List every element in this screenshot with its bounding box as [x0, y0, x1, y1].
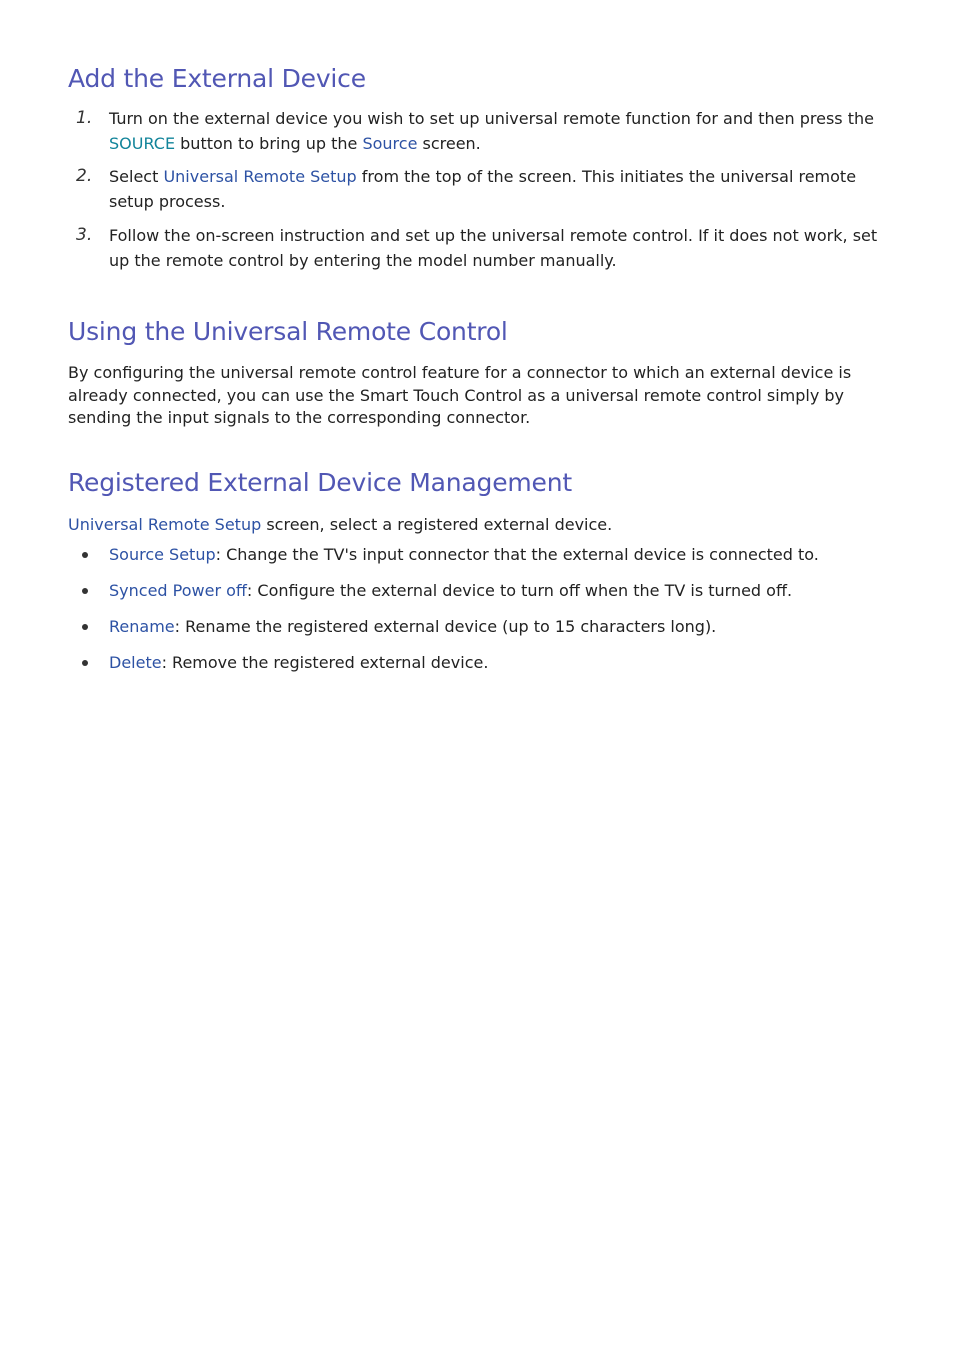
source-keyword: SOURCE — [109, 134, 176, 153]
bullet-icon — [82, 552, 88, 558]
heading-add-external-device: Add the External Device — [68, 64, 366, 93]
step-2 — [68, 164, 888, 214]
bullet-icon — [82, 624, 88, 630]
step-text — [109, 164, 881, 214]
source-screen-keyword: Source — [362, 134, 418, 153]
step-number: 3. — [76, 225, 93, 245]
delete-keyword: Delete — [109, 653, 162, 672]
step-text-part: button to bring up the — [175, 134, 363, 153]
item-description: : Remove the registered external device. — [161, 653, 489, 672]
step-text-part: screen. — [417, 134, 481, 153]
source-setup-keyword: Source Setup — [109, 545, 216, 564]
synced-power-off-keyword: Synced Power off — [109, 581, 247, 600]
intro-text: screen, select a registered external device. — [261, 515, 613, 534]
registered-intro — [68, 514, 858, 537]
step-text: Follow the on-screen instruction and set up the universal remote control. If it does not work, set up the remote control by entering the model number manually. — [109, 226, 878, 270]
heading-registered-device-management: Registered External Device Management — [68, 468, 572, 497]
step-text — [109, 106, 881, 156]
list-item-source-setup — [68, 542, 888, 567]
list-item-text — [109, 650, 488, 675]
step-number: 1. — [76, 108, 93, 128]
list-item-text — [109, 542, 819, 567]
list-item-synced-power-off — [68, 578, 888, 603]
step-number: 2. — [76, 166, 93, 186]
step-text-part: from the top of the screen. This initiates the universal remote setup process. — [109, 167, 857, 211]
using-description: By configuring the universal remote control feature for a connector to which an external device is already connected, you can use the Smart Touch Control as a universal remote control simply by sending the input signals to the corresponding connector. — [68, 363, 852, 427]
step-text-part: Turn on the external device you wish to set up universal remote function for and then press the — [109, 109, 874, 128]
universal-remote-setup-keyword: Universal Remote Setup — [68, 515, 262, 534]
list-item-rename — [68, 614, 888, 639]
item-description: : Rename the registered external device (up to 15 characters long). — [174, 617, 717, 636]
list-item-delete — [68, 650, 888, 675]
list-item-text — [109, 614, 716, 639]
bullet-icon — [82, 588, 88, 594]
item-description: : Change the TV's input connector that the external device is connected to. — [215, 545, 819, 564]
step-1 — [68, 106, 888, 156]
bullet-icon — [82, 660, 88, 666]
step-text-part: Select — [109, 167, 164, 186]
rename-keyword: Rename — [109, 617, 175, 636]
list-item-text — [109, 578, 792, 603]
item-description: : Configure the external device to turn off when the TV is turned off. — [246, 581, 793, 600]
heading-using-universal-remote: Using the Universal Remote Control — [68, 317, 508, 346]
step-3 — [68, 223, 888, 273]
universal-remote-setup-keyword: Universal Remote Setup — [163, 167, 357, 186]
